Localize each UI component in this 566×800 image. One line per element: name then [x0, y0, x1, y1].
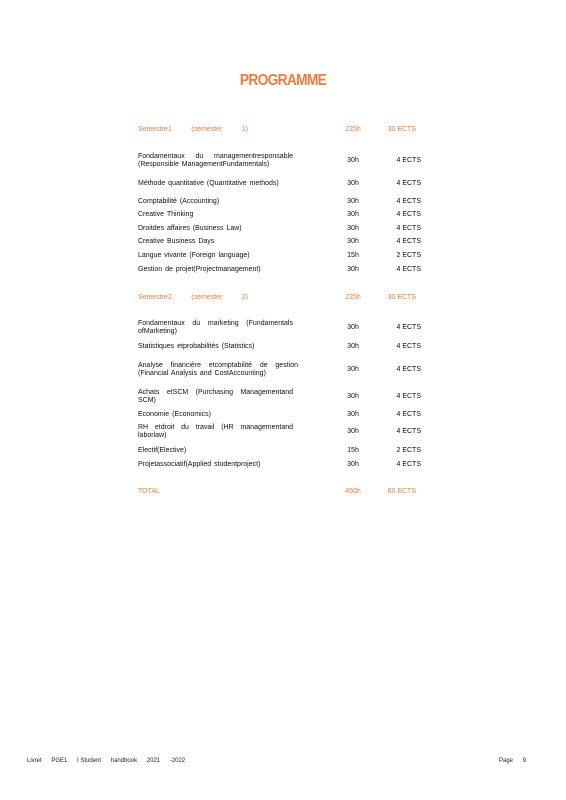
course-ects: 4 ECTS	[396, 225, 421, 232]
course-hours: 30h	[347, 461, 359, 468]
course-ects: 4 ECTS	[396, 324, 421, 331]
course-ects: 4 ECTS	[396, 343, 421, 350]
course-ects: 4 ECTS	[396, 393, 421, 400]
course-name: Gestion de projet(Projectmanagement)	[138, 266, 261, 273]
course-name: RH etdroit du travail (HR managementand laborlaw)	[138, 424, 293, 439]
course-ects: 4 ECTS	[396, 198, 421, 205]
semester-number: 1)	[241, 126, 248, 133]
page-label: Page	[499, 758, 514, 764]
course-name: Analyse financière etcomptabilité de gestion (Financial Analysis and CostAccounting)	[138, 362, 298, 377]
course-hours: 30h	[347, 366, 359, 373]
course-hours: 15h	[347, 252, 359, 259]
semester-name: Semestre1	[138, 126, 172, 133]
course-hours: 30h	[347, 393, 359, 400]
course-hours: 15h	[347, 447, 359, 454]
total-label: TOTAL	[138, 488, 160, 495]
course-ects: 4 ECTS	[396, 461, 421, 468]
course-name: Creative Thinking	[138, 211, 194, 218]
page-title: PROGRAMME	[239, 72, 327, 89]
course-name: Comptabilité (Accounting)	[138, 198, 220, 205]
course-hours: 30h	[347, 157, 359, 164]
course-hours: 30h	[347, 225, 359, 232]
course-name: Fondamentaux du marketing (Fundamentals ofMarketing)	[138, 320, 293, 335]
semester-ects: 30 ECTS	[387, 294, 416, 301]
course-name: Fondamentaux du managementresponsable (Responsible ManagementFundamentals)	[138, 153, 293, 168]
course-hours: 30h	[347, 411, 359, 418]
semester-number: 2)	[241, 294, 248, 301]
course-name: Economie (Economics)	[138, 411, 211, 418]
semester-label	[138, 126, 248, 134]
course-hours: 30h	[347, 343, 359, 350]
course-hours: 30h	[347, 238, 359, 245]
footer-page	[499, 758, 534, 764]
course-ects: 4 ECTS	[396, 211, 421, 218]
footer-handbook	[27, 758, 193, 764]
total-ects: 60 ECTS	[387, 488, 416, 495]
semester-hours: 225h	[345, 126, 361, 133]
course-hours: 30h	[347, 266, 359, 273]
course-name: Méthode quantitative (Quantitative methods)	[138, 180, 279, 187]
course-ects: 4 ECTS	[396, 366, 421, 373]
footer-text: I Student	[77, 758, 102, 764]
course-name: Achats etSCM (Purchasing Managementand SCM)	[138, 389, 293, 404]
semester-name: Semestre2	[138, 294, 172, 301]
semester-ects: 30 ECTS	[387, 126, 416, 133]
course-name: Projetassociatif(Applied studentproject)	[138, 461, 261, 468]
total-hours: 450h	[345, 488, 361, 495]
course-ects: 4 ECTS	[396, 266, 421, 273]
footer-text: -2022	[169, 758, 186, 764]
course-name: Statistiques etprobabilités (Statistics)	[138, 343, 255, 350]
page-number: 9	[522, 758, 527, 764]
course-name: Electif(Elective)	[138, 447, 187, 454]
course-ects: 2 ECTS	[396, 252, 421, 259]
course-name: Creative Business Days	[138, 238, 215, 245]
semester-hours: 225h	[345, 294, 361, 301]
footer-text: 2021	[146, 758, 161, 764]
course-hours: 30h	[347, 211, 359, 218]
course-ects: 4 ECTS	[396, 238, 421, 245]
footer-text: Livret	[27, 758, 42, 764]
course-name: Langue vivante (Foreign language)	[138, 252, 250, 259]
footer-text: handbook	[110, 758, 138, 764]
course-ects: 4 ECTS	[396, 157, 421, 164]
semester-paren: (semester	[191, 294, 223, 301]
course-ects: 4 ECTS	[396, 180, 421, 187]
course-hours: 30h	[347, 428, 359, 435]
course-name: Droitdes affaires (Business Law)	[138, 225, 242, 232]
course-hours: 30h	[347, 198, 359, 205]
footer-text: PGE1	[51, 758, 68, 764]
course-hours: 30h	[347, 180, 359, 187]
semester-label	[138, 294, 248, 302]
course-hours: 30h	[347, 324, 359, 331]
course-ects: 2 ECTS	[396, 447, 421, 454]
semester-paren: (semester	[191, 126, 223, 133]
course-ects: 4 ECTS	[396, 428, 421, 435]
course-ects: 4 ECTS	[396, 411, 421, 418]
